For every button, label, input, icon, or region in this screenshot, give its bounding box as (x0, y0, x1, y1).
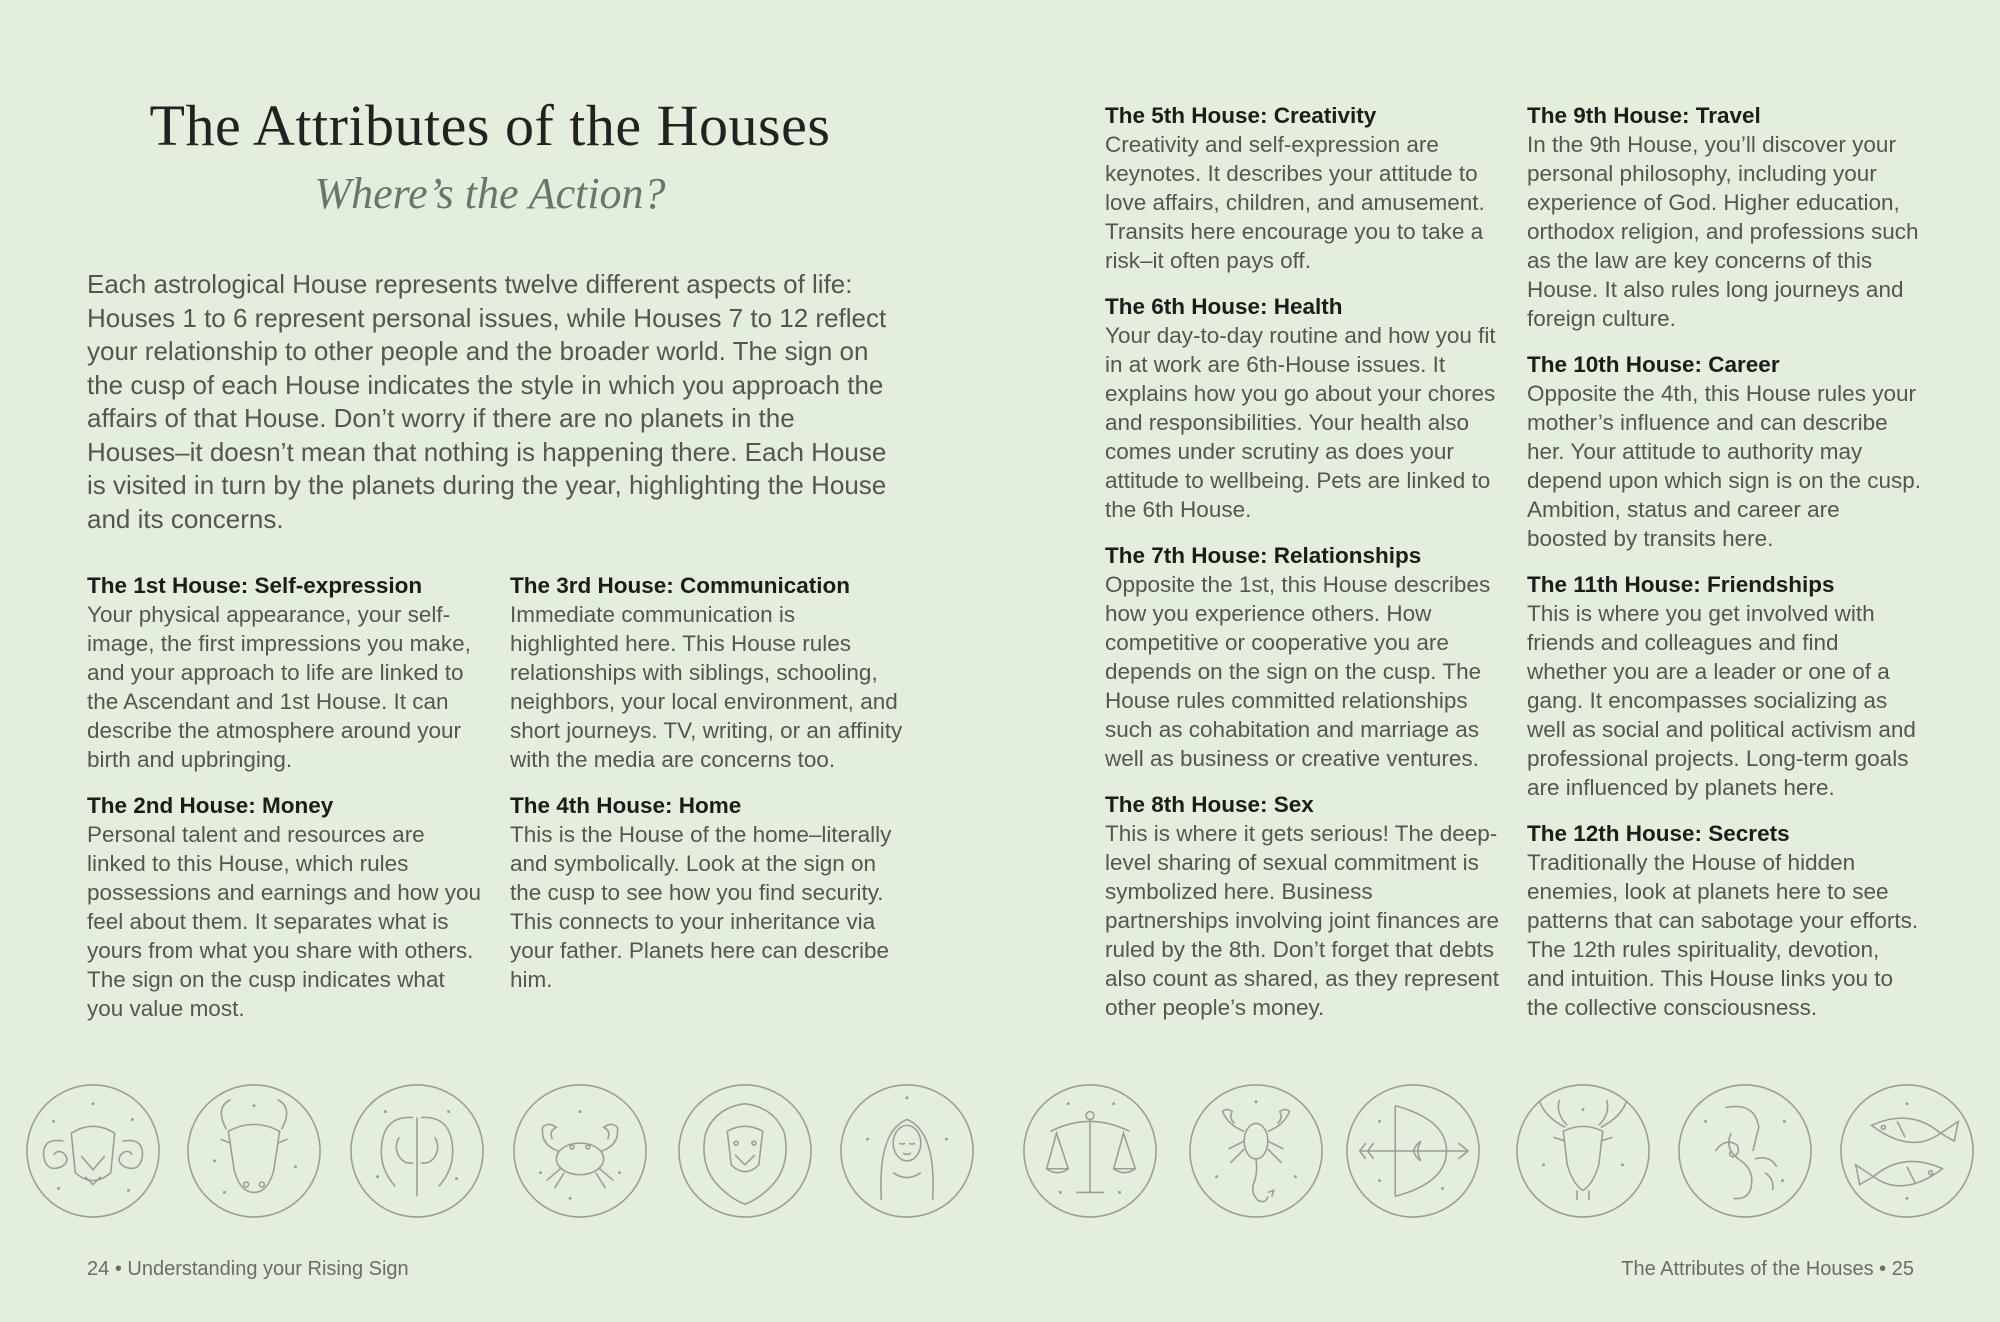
column-houses-5-8 (1105, 101, 1500, 1039)
house-4-text: This is the House of the home–literally and symbolically. Look at the sign on the cusp to see how you find security. This connects to your inheritance via your father. Planets here can describe him. (510, 822, 892, 992)
pisces-icon (1838, 1082, 1976, 1220)
house-1-title: The 1st House: Self-expression (87, 573, 423, 598)
house-8-section (1105, 790, 1500, 1022)
house-6-text: Your day-to-day routine and how you fit in at work are 6th-House issues. It explains how you go about your chores and responsibilities. Your health also comes under scrutiny as does your attitude to wellbeing. Pets are linked to the 6th House. (1105, 323, 1496, 522)
house-6-title: The 6th House: Health (1105, 294, 1343, 319)
house-9-title: The 9th House: Travel (1527, 103, 1761, 128)
house-9-text: In the 9th House, you’ll discover your personal philosophy, including your experience of God. Higher education, orthodox religion, and professions such as the law are key concerns of this House. It also rules long journeys and foreign culture. (1527, 132, 1919, 331)
page-subtitle: Where’s the Action? (314, 169, 666, 218)
libra-icon (1021, 1082, 1159, 1220)
gemini-icon (348, 1082, 486, 1220)
house-8-title: The 8th House: Sex (1105, 792, 1314, 817)
sagittarius-icon (1344, 1082, 1482, 1220)
house-7-section (1105, 541, 1500, 773)
taurus-icon (185, 1082, 323, 1220)
house-11-text: This is where you get involved with friends and colleagues and find whether you are a leader or one of a gang. It encompasses socializing as well as social and political activism and professional projects. Long-term goals are influenced by planets here. (1527, 601, 1916, 800)
house-10-title: The 10th House: Career (1527, 352, 1780, 377)
house-6-section (1105, 292, 1500, 524)
page-number-right: 25 (1891, 1258, 1914, 1280)
intro-paragraph: Each astrological House represents twelve different aspects of life: Houses 1 to 6 represent personal issues, while Houses 7 to 12 reflect your relationship to other people and the broader world. The sign on the cusp of each House indicates the style in which you approach the affairs of that House. Don’t worry if there are no planets in the Houses–it doesn’t mean that nothing is happening there. Each House is visited in turn by the planets during the year, highlighting the House and its concerns. (87, 269, 887, 534)
house-5-section (1105, 101, 1500, 275)
scorpio-icon (1187, 1082, 1325, 1220)
virgo-icon (838, 1082, 976, 1220)
house-3-text: Immediate communication is highlighted here. This House rules relationships with siblings, schooling, neighbors, your local environment, and short journeys. TV, writing, or an affinity with the media are concerns too. (510, 602, 903, 772)
page-title: The Attributes of the Houses (149, 93, 831, 158)
house-3-title: The 3rd House: Communication (510, 573, 851, 598)
footer-left (87, 1258, 409, 1281)
footer-separator-right: • (1879, 1258, 1887, 1280)
running-header-left: Understanding your Rising Sign (127, 1258, 409, 1280)
house-5-text: Creativity and self-expression are keynotes. It describes your attitude to love affairs, children, and amusement. Transits here encourage you to take a risk–it often pays off. (1105, 132, 1485, 273)
page-number-left: 24 (87, 1258, 110, 1280)
running-header-right: The Attributes of the Houses (1621, 1258, 1874, 1280)
house-5-title: The 5th House: Creativity (1105, 103, 1377, 128)
column-houses-3-4 (510, 571, 905, 1011)
column-houses-1-2 (87, 571, 482, 1040)
house-11-title: The 11th House: Friendships (1527, 572, 1835, 597)
leo-icon (676, 1082, 814, 1220)
house-12-section (1527, 819, 1922, 1022)
house-10-section (1527, 350, 1922, 553)
footer-separator-left: • (114, 1258, 122, 1280)
aries-icon (24, 1082, 162, 1220)
house-1-text: Your physical appearance, your self-image, the first impressions you make, and your approach to life are linked to the Ascendant and 1st House. It can describe the atmosphere around your birth and upbringing. (87, 602, 471, 772)
house-1-section (87, 571, 482, 774)
house-4-title: The 4th House: Home (510, 793, 742, 818)
cancer-icon (511, 1082, 649, 1220)
house-2-title: The 2nd House: Money (87, 793, 334, 818)
house-8-text: This is where it gets serious! The deep-level sharing of sexual commitment is symbolized here. Business partnerships involving joint finances are ruled by the 8th. Don’t forget that debts also count as shared, as they represent other people’s money. (1105, 821, 1499, 1020)
house-12-text: Traditionally the House of hidden enemies, look at planets here to see patterns that can sabotage your efforts. The 12th rules spirituality, devotion, and intuition. This House links you to the collective consciousness. (1527, 850, 1919, 1020)
aquarius-icon (1676, 1082, 1814, 1220)
house-9-section (1527, 101, 1922, 333)
house-4-section (510, 791, 905, 994)
house-2-text: Personal talent and resources are linked to this House, which rules possessions and earnings and how you feel about them. It separates what is yours from what you share with others. The sign on the cusp indicates what you value most. (87, 822, 482, 1021)
house-12-title: The 12th House: Secrets (1527, 821, 1790, 846)
house-2-section (87, 791, 482, 1023)
capricorn-icon (1514, 1082, 1652, 1220)
column-houses-9-12 (1527, 101, 1922, 1039)
house-11-section (1527, 570, 1922, 802)
house-7-title: The 7th House: Relationships (1105, 543, 1422, 568)
house-10-text: Opposite the 4th, this House rules your mother’s influence and can describe her. Your attitude to authority may depend upon which sign is on the cusp. Ambition, status and career are boosted by transits here. (1527, 381, 1922, 551)
house-3-section (510, 571, 905, 774)
footer-right (1621, 1258, 1914, 1281)
zodiac-icon-row (0, 1082, 2000, 1222)
house-7-text: Opposite the 1st, this House describes how you experience others. How competitive or cooperative you are depends on the sign on the cusp. The House rules committed relationships such as cohabitation and marriage as well as business or creative ventures. (1105, 572, 1491, 771)
